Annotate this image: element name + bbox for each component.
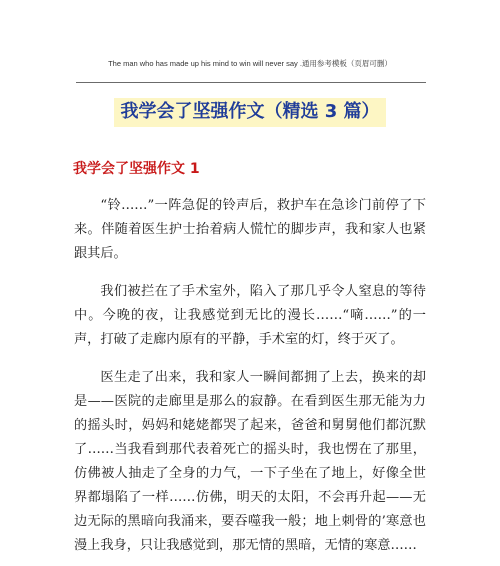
document-title: 我学会了坚强作文（精选 3 篇）: [114, 98, 385, 127]
paragraph-3: 医生走了出来，我和家人一瞬间都拥了上去，换来的却是——医院的走廊里是那么的寂静。在看到医生那无能为力的摇头时，妈妈和姥姥都哭了起来，爸爸和舅舅他们都沉默了……当我看到那代表着死亡的摇头时，我也愣在了那里，仿佛被人抽走了全身的力气，一下子坐在了地上，好像全世界都塌陷了一样……仿佛，明天的太阳，不会再升起——无边无际的黑暗向我涌来，要吞噬我一般；地上刺骨的’寒意也漫上我身，只让我感觉到，那无情的黑暗，无情的寒意……: [74, 370, 426, 553]
title-container: [0, 98, 500, 127]
page-header: The man who has made up his mind to win will never say .通用参考模板（页眉可删）: [108, 59, 392, 68]
paragraph-2: 我们被拦在了手术室外，陷入了那几乎令人窒息的等待中。今晚的夜，让我感觉到无比的漫长……“嘀……”的一声，打破了走廊内原有的平静，手术室的灯，终于灭了。: [74, 284, 426, 347]
header-divider: [76, 82, 426, 83]
article-body: [74, 194, 426, 566]
section-heading: 我学会了坚强作文 1: [73, 161, 200, 177]
paragraph-1: “铃……”一阵急促的铃声后，救护车在急诊门前停了下来。伴随着医生护士抬着病人慌忙的脚步声，我和家人也紧跟其后。: [74, 198, 426, 261]
